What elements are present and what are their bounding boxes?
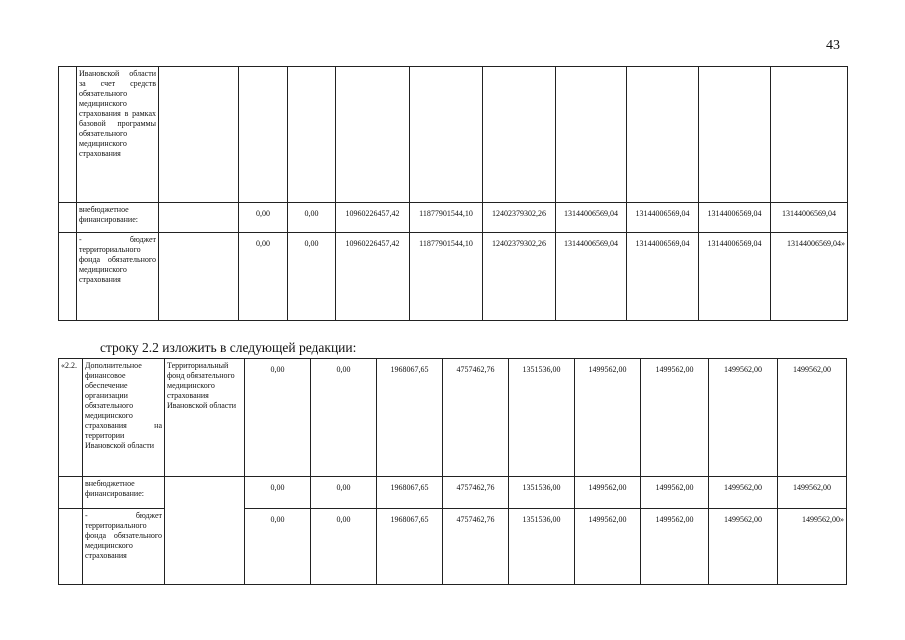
value-cell: 13144006569,04 [627,233,699,321]
row-number-cell [59,477,83,509]
value-cell: 0,00 [239,203,288,233]
table-row [59,67,848,203]
value-cell: 1499562,00 [641,359,709,477]
executor-cell: Территориальный фонд обязательного медицинского страхования Ивановской области [165,359,245,477]
value-cell: 13144006569,04 [771,203,848,233]
value-cell: 1499562,00 [709,477,778,509]
row-label-cell: - бюджет территориального фонда обязательного медицинского страхования [83,509,165,585]
row-label-cell: внебюджетное финансирование: [83,477,165,509]
value-cell: 0,00 [311,477,377,509]
row-number-cell: «2.2. [59,359,83,477]
value-cell: 13144006569,04 [699,203,771,233]
value-cell: 0,00 [245,477,311,509]
value-cell: 1499562,00» [778,509,847,585]
value-cell: 13144006569,04 [556,233,627,321]
row-number-cell [59,509,83,585]
value-cell: 1499562,00 [709,359,778,477]
row-number-cell [59,67,77,203]
value-cell: 0,00 [311,359,377,477]
value-cell [410,67,483,203]
value-cell: 13144006569,04 [556,203,627,233]
value-cell [336,67,410,203]
value-cell: 1499562,00 [641,477,709,509]
executor-cell [159,67,239,203]
value-cell: 12402379302,26 [483,233,556,321]
value-cell: 13144006569,04» [771,233,848,321]
value-cell [627,67,699,203]
value-cell: 1499562,00 [575,477,641,509]
section-heading: строку 2.2 изложить в следующей редакции: [100,340,357,355]
value-cell [483,67,556,203]
table-row [59,203,848,233]
value-cell: 13144006569,04 [627,203,699,233]
value-cell: 1499562,00 [778,477,847,509]
value-cell: 1968067,65 [377,359,443,477]
value-cell: 1968067,65 [377,509,443,585]
value-cell: 0,00 [245,509,311,585]
value-cell [771,67,848,203]
table-row [59,233,848,321]
executor-cell [159,233,239,321]
value-cell [556,67,627,203]
value-cell: 1499562,00 [778,359,847,477]
value-cell [239,67,288,203]
value-cell: 0,00 [245,359,311,477]
row-label-cell: внебюджетное финансирование: [77,203,159,233]
value-cell: 1351536,00 [509,477,575,509]
value-cell: 10960226457,42 [336,233,410,321]
value-cell: 1499562,00 [575,359,641,477]
row-label-cell: - бюджет территориального фонда обязательного медицинского страхования [77,233,159,321]
value-cell: 1499562,00 [575,509,641,585]
value-cell: 1499562,00 [641,509,709,585]
value-cell: 0,00 [239,233,288,321]
executor-cell [165,477,245,585]
value-cell: 12402379302,26 [483,203,556,233]
budget-table-row-2-2 [58,358,847,585]
value-cell: 10960226457,42 [336,203,410,233]
value-cell: 13144006569,04 [699,233,771,321]
value-cell: 4757462,76 [443,359,509,477]
executor-cell [159,203,239,233]
value-cell: 4757462,76 [443,509,509,585]
value-cell: 0,00 [311,509,377,585]
table-row [59,477,847,509]
value-cell: 0,00 [288,233,336,321]
row-number-cell [59,203,77,233]
value-cell: 11877901544,10 [410,203,483,233]
value-cell [699,67,771,203]
budget-table-continuation [58,66,848,321]
value-cell: 11877901544,10 [410,233,483,321]
row-number-cell [59,233,77,321]
row-label-cell: Ивановской области за счет средств обязательного медицинского страхования в рамках базовой программы обязательного медицинского страхования [77,67,159,203]
value-cell: 4757462,76 [443,477,509,509]
value-cell: 1968067,65 [377,477,443,509]
page-number: 43 [826,38,840,53]
value-cell: 1499562,00 [709,509,778,585]
row-label-cell: Дополнительное финансовое обеспечение организации обязательного медицинского страхования на территории Ивановской области [83,359,165,477]
value-cell: 0,00 [288,203,336,233]
value-cell: 1351536,00 [509,359,575,477]
value-cell: 1351536,00 [509,509,575,585]
table-row [59,359,847,477]
value-cell [288,67,336,203]
